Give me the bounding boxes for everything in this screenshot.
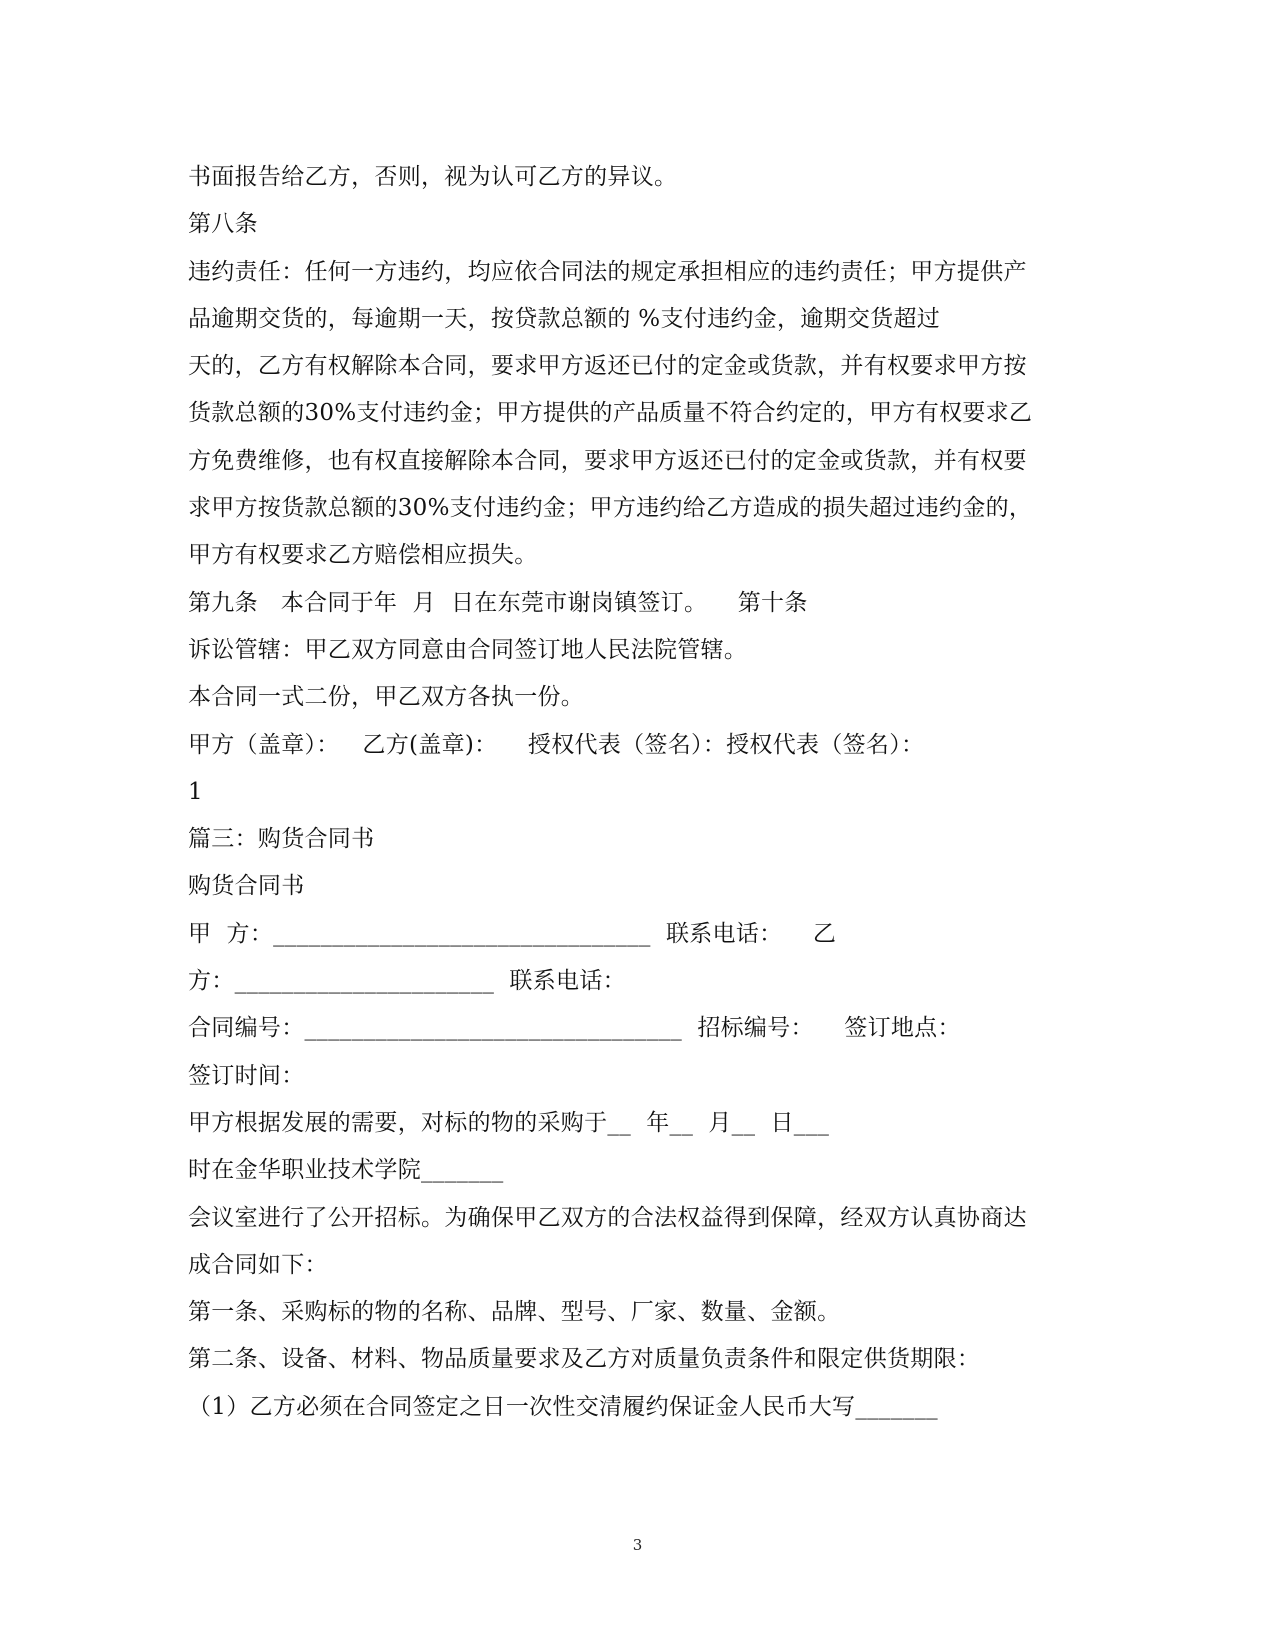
text-line: （1）乙方必须在合同签定之日一次性交清履约保证金人民币大写_______: [188, 1393, 938, 1420]
text-line: 天的，乙方有权解除本合同，要求甲方返还已付的定金或货款，并有权要求甲方按: [188, 353, 1027, 380]
text-line: 本合同一式二份，甲乙双方各执一份。: [188, 684, 585, 711]
text-line: 第九条 本合同于年 月 日在东莞市谢岗镇签订。 第十条: [188, 589, 808, 616]
text-line: 诉讼管辖：甲乙双方同意由合同签订地人民法院管辖。: [188, 636, 748, 663]
text-line: 甲方有权要求乙方赔偿相应损失。: [188, 542, 538, 569]
text-line: 1: [188, 778, 203, 805]
text-line: 成合同如下：: [188, 1251, 328, 1278]
document-body: [188, 154, 1088, 1431]
text-line: 求甲方按货款总额的30%支付违约金；甲方违约给乙方造成的损失超过违约金的，: [188, 495, 1033, 522]
text-line: 甲方根据发展的需要，对标的物的采购于__ 年__ 月__ 日___: [188, 1109, 830, 1136]
form-line: 合同编号：________________________________ 招标编号： 签订地点：: [188, 1015, 961, 1042]
form-line: 方：______________________ 联系电话：: [188, 968, 626, 995]
signature-line: 甲方（盖章）： 乙方(盖章)： 授权代表（签名）：授权代表（签名）：: [188, 731, 925, 758]
text-line: 方免费维修，也有权直接解除本合同，要求甲方返还已付的定金或货款，并有权要: [188, 447, 1027, 474]
text-line: 货款总额的30%支付违约金；甲方提供的产品质量不符合约定的，甲方有权要求乙: [188, 400, 1033, 427]
text-line: 第二条、设备、材料、物品质量要求及乙方对质量负责条件和限定供货期限：: [188, 1346, 981, 1373]
document-title: 购货合同书: [188, 873, 305, 900]
section-heading: 篇三：购货合同书: [188, 826, 375, 853]
text-line: 书面报告给乙方，否则，视为认可乙方的异议。: [188, 164, 678, 190]
article-heading: 第八条: [188, 211, 258, 238]
form-line: 甲 方：________________________________ 联系电话： 乙: [188, 920, 837, 947]
text-line: 品逾期交货的，每逾期一天，按贷款总额的 %支付违约金，逾期交货超过: [188, 305, 941, 332]
text-line: 第一条、采购标的物的名称、品牌、型号、厂家、数量、金额。: [188, 1299, 841, 1326]
form-line: 签订时间：: [188, 1062, 305, 1089]
text-line: 会议室进行了公开招标。为确保甲乙双方的合法权益得到保障，经双方认真协商达: [188, 1204, 1027, 1231]
text-line: 违约责任：任何一方违约，均应依合同法的规定承担相应的违约责任；甲方提供产: [188, 258, 1027, 285]
page-number: 3: [632, 1536, 643, 1554]
text-line: 时在金华职业技术学院_______: [188, 1157, 504, 1184]
